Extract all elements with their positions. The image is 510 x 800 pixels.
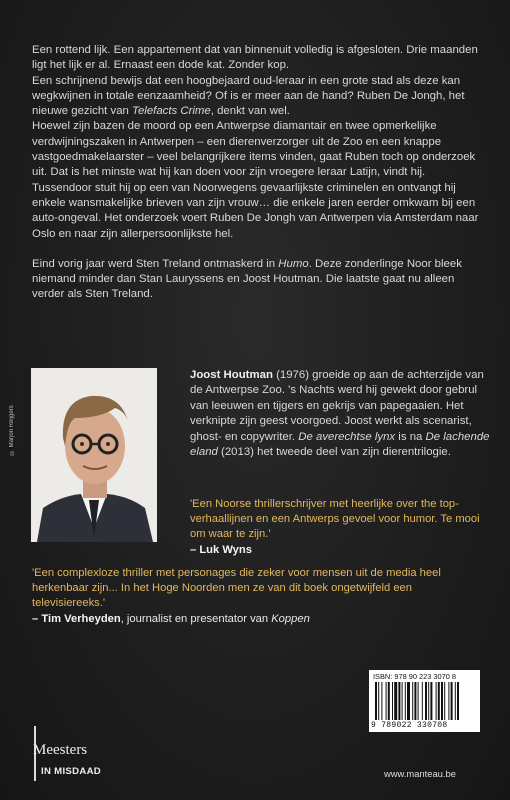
barcode-icon [375,682,474,720]
blurb-paragraph-5 [32,257,482,303]
quote-text: 'Een Noorse thrillerschrijver met heerlijke over the top-verhaallijnen en een Antwerps gevoel voor humor. Te mooi om waar te zijn.' [190,498,480,541]
blurb-paragraph-3: Hoewel zijn bazen de moord op een Antwerpse diamantair en twee opmerkelijke verdwijningszaken in Antwerpen – een dierenverzorger uit de Zoo en een knappe vastgoedmakelaarster – veel belangrijkere items vinden, gaat Ruben toch op onderzoek uit. Dat is het minste wat hij kan doen voor zijn vroegere leraar Latijn, vindt hij. [32,120,476,179]
blurb-text-segment: Een schrijnend bewijs dat een hoogbejaard oud-leraar in een grote stad als deze kan wegkwijnen in totale eenzaamheid? Of is er meer aan de hand? Ruben De Jongh, het nieuwe gezicht van [32,74,465,118]
quote-author-role: , journalist en presentator van [120,612,272,625]
isbn-barcode [369,670,480,732]
photo-credit: © Marjon Reijgers [9,405,15,455]
tv-show-title: Koppen [271,612,310,625]
publisher-website: www.manteau.be [384,768,456,779]
quote-text: 'Een complexloze thriller met personages die zeker voor mensen uit de media heel herkenbaar zijn... In het Hoge Noorden men ze van dit boek ongetwijfeld een televisiereeks.' [32,567,441,610]
author-bio-paragraph [190,368,490,460]
show-title: Telefacts Crime [132,105,211,118]
blurb-paragraph-2 [32,74,482,120]
quote-author [190,543,490,558]
review-quote-1 [190,497,490,558]
bio-text-segment: (1976) groeide op aan de achterzijde van de Antwerpse Zoo. 's Nachts werd hij gewekt door gebrul van leeuwen en tijgers en gekrijs van papegaaien. Het verknipte zijn geest voorgoed. Joost werkt als scenarist, ghost- en copywriter. [190,369,484,443]
series-subtitle: IN MISDAAD [41,766,102,777]
author-name: Joost Houtman [190,369,273,381]
isbn-label: ISBN: 978 90 223 3070 8 [373,672,457,681]
magazine-title: Humo [278,257,309,270]
quote-author-name: – Tim Verheyden [32,612,121,625]
blurb-text-segment: , denkt van wel. [210,105,290,118]
author-portrait-image [31,368,157,542]
blurb-text-segment: Eind vorig jaar werd Sten Treland ontmaskerd in [32,257,279,270]
isbn-digits: 9 789022 330708 [371,721,448,730]
book-title: De averechtse lynx [298,430,396,443]
publisher-series-logo [32,725,152,785]
review-quote-2 [32,566,487,627]
bio-text-segment: (2013) het tweede deel van zijn dierentrilogie. [217,446,451,459]
quote-author [32,612,487,627]
previous-book-title: De lachende eland [190,430,490,459]
blurb-paragraph-1: Een rottend lijk. Een appartement dat van binnenuit volledig is afgesloten. Drie maanden ligt het lijk er al. Ernaast een dode kat. Zonder kop. [32,44,478,72]
blurb-paragraph-4: Tussendoor stuit hij op een van Noorwegens gevaarlijkste criminelen en ontvangt hij enkele wansmakelijke brieven van zijn vrouw… die enkele jaren eerder omkwam bij een auto-ongeval. Het onderzoek voert Ruben De Jongh van Antwerpen via Amsterdam naar Oslo en naar zijn allerpersoonlijkste hel. [32,181,479,240]
author-bio [190,368,490,460]
series-name: Meesters [33,742,88,758]
blurb-text-segment: . Deze zonderlinge Noor bleek niemand minder dan Stan Lauryssens en Joost Houtman. Die laatste gaat nu alleen verder als Sten Treland. [32,257,462,301]
bio-text-segment: is na [395,430,426,443]
author-photo [31,368,157,542]
quote-author-name: – Luk Wyns [190,543,252,556]
blurb-text [32,43,482,303]
